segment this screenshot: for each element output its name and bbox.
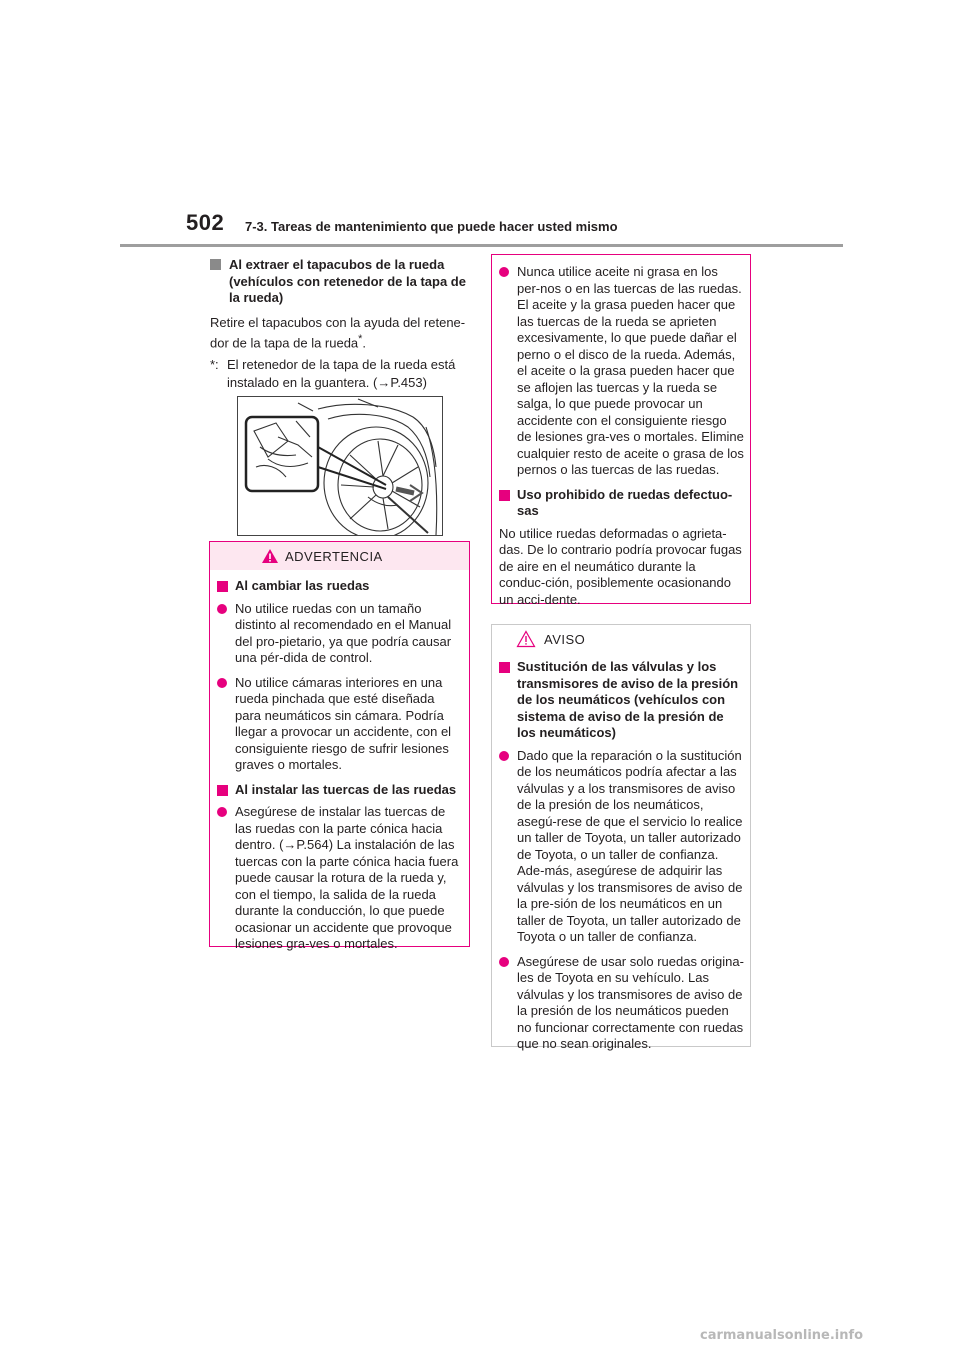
- warning-item: [217, 804, 463, 953]
- section-title: 7-3. Tareas de mantenimiento que puede hacer usted mismo: [245, 219, 618, 234]
- caution-triangle-icon: [516, 630, 536, 648]
- dot-bullet-icon: [217, 604, 227, 614]
- caution-item: [499, 954, 744, 1053]
- warning-body: No utilice ruedas deformadas o agrieta-das. De lo contrario podría provocar fugas de aire en el neumático durante la conduc-ción, posiblemente ocasionando un acci-dente.: [499, 525, 742, 607]
- warning-continued-content: [492, 255, 750, 608]
- detail-inset: [246, 417, 318, 491]
- warning-heading-text: Uso prohibido de ruedas defectuo-sas: [517, 486, 733, 518]
- warning-header: [210, 542, 469, 570]
- caution-item: [499, 748, 744, 946]
- warning-heading-nuts: [217, 782, 463, 799]
- caution-item-text: Dado que la reparación o la sustitución de los neumáticos podría afectar a las válvulas y a los transmisores de aviso de la presión de los neumáticos, asegú-rese de que el servicio lo realice un taller de Toyota, un taller autorizado de Toyota, o un taller de confianza. Ade-más, asegúrese de adquirir las válvulas y los transmisores de aviso de la pre-sión de los neumáticos en un taller de Toyota, un taller autorizado de Toyota o un taller de confianza.: [517, 747, 743, 944]
- warning-box: [209, 541, 470, 951]
- left-body-end: .: [362, 335, 367, 351]
- left-body: [210, 315, 472, 352]
- warning-heading-text: Al instalar las tuercas de las ruedas: [235, 781, 457, 797]
- page-number: 502: [186, 210, 225, 235]
- wheel-cap-removal-drawing: [238, 397, 442, 535]
- dot-bullet-icon: [499, 751, 509, 761]
- left-heading-text: Al extraer el tapacubos de la rueda (vehículos con retenedor de la tapa de la rueda): [229, 257, 466, 305]
- square-bullet-icon: [499, 490, 510, 501]
- warning-item-text: No utilice ruedas con un tamaño distinto al recomendado en el Manual del pro-pietario, ya que podría causar una pér-dida de control.: [235, 600, 452, 665]
- dot-bullet-icon: [499, 267, 509, 277]
- square-bullet-icon: [217, 581, 228, 592]
- caution-header: [492, 625, 750, 653]
- caution-box: [491, 624, 751, 1051]
- left-heading: [210, 257, 472, 307]
- warning-continued-box: [491, 254, 751, 607]
- warning-heading-wheels: [217, 578, 463, 595]
- footnote-marker: *: [358, 333, 363, 345]
- warning-item-text: Asegúrese de instalar las tuercas de las ruedas con la parte cónica hacia dentro. (→P.564) La instalación de las tuercas con la parte cónica hacia fuera puede causar la rotura de la rueda y, con el tiempo, la salida de la rueda durante la conducción, lo que puede ocasionar un accidente que provoque lesiones gra-ves o mortales.: [235, 804, 459, 951]
- header-rule: [120, 244, 843, 247]
- warning-item-text: No utilice cámaras interiores en una rueda pinchada que esté diseñada para neumáticos sin cámara. Podría llegar a provocar un accidente, con el consiguiente riesgo de sufrir lesiones graves o mortales.: [235, 674, 452, 772]
- warning-content: [210, 570, 469, 953]
- footnote: [210, 356, 472, 392]
- footnote-mark: *:: [210, 356, 219, 372]
- dot-bullet-icon: [499, 957, 509, 967]
- caution-title: AVISO: [544, 632, 586, 647]
- watermark: carmanualsonline.info: [700, 1328, 864, 1343]
- dot-bullet-icon: [217, 678, 227, 688]
- caution-item-text: Asegúrese de usar solo ruedas origina-les de Toyota en su vehículo. Las válvulas y los transmisores de aviso de la presión de los neumáticos pueden no funcionar correctamente con ruedas que no sean originales.: [517, 953, 744, 1051]
- warning-title: ADVERTENCIA: [285, 549, 383, 564]
- dot-bullet-icon: [217, 807, 227, 817]
- warning-item: [499, 264, 744, 479]
- caution-content: [492, 653, 750, 1053]
- left-column: [210, 257, 472, 392]
- wheel-cap-illustration: [237, 396, 443, 536]
- caution-heading-text: Sustitución de las válvulas y los transmisores de aviso de la presión de los neumáticos (vehículos con sistema de aviso de la presión de los neumáticos): [517, 659, 739, 740]
- footnote-text: El retenedor de la tapa de la rueda está instalado en la guantera. (→P.453): [227, 356, 456, 390]
- warning-heading-text: Al cambiar las ruedas: [235, 578, 370, 593]
- warning-item-text: Nunca utilice aceite ni grasa en los per-nos o en las tuercas de las ruedas. El aceite y la grasa pueden hacer que las tuercas de la rueda se aprieten excesivamente, lo que puede dañar el perno o el disco de la rueda. Además, el aceite o la grasa pueden hacer que se aflojen las tuercas y la rueda se salga, lo que puede provocar un accidente con el consiguiente riesgo de lesiones gra-ves o mortales. Elimine cualquier resto de aceite o grasa de los pernos o las tuercas de las ruedas.: [517, 264, 744, 477]
- square-bullet-icon: [217, 785, 228, 796]
- caution-heading: [499, 659, 744, 742]
- square-bullet-icon: [210, 259, 221, 270]
- warning-triangle-icon: [261, 548, 279, 564]
- warning-heading-defective: [499, 487, 744, 520]
- left-body-text: Retire el tapacubos con la ayuda del retene-dor de la tapa de la rueda: [210, 314, 466, 351]
- warning-item: [217, 601, 463, 667]
- warning-item: [217, 675, 463, 774]
- square-bullet-icon: [499, 662, 510, 673]
